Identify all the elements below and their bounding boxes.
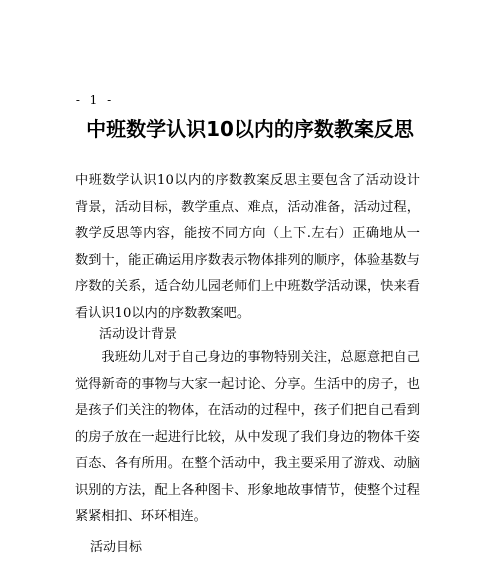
page-number: - 1 - (75, 93, 115, 107)
document-title: 中班数学认识10以内的序数教案反思 (86, 117, 414, 141)
cut-off-text-line (110, 560, 400, 566)
section-heading-design-background: 活动设计背景 (99, 327, 178, 342)
intro-paragraph: 中班数学认识10以内的序数教案反思主要包含了活动设计背景，活动目标，教学重点、难点，活动准备，活动过程，教学反思等内容，能按不同方向（上下.左右）正确地从一数到十，能正确运用序数表示物体排列的顺序，体验基数与序数的关系，适合幼儿园老师们上中班数学活动课，快来看看认识10以内的序数教案吧。 (75, 173, 420, 321)
section-heading-activity-goals: 活动目标 (90, 540, 143, 555)
design-background-paragraph: 我班幼儿对于自己身边的事物特别关注，总愿意把自己觉得新奇的事物与大家一起讨论、分享。生活中的房子，也是孩子们关注的物体，在活动的过程中，孩子们把自己看到的房子放在一起进行比较，从中发现了我们身边的物体千姿百态、各有所用。在整个活动中，我主要采用了游戏、动脑识别的方法，配上各种图卡、形象地故事情节，使整个过程紧紧相扣、环环相连。 (75, 350, 420, 524)
